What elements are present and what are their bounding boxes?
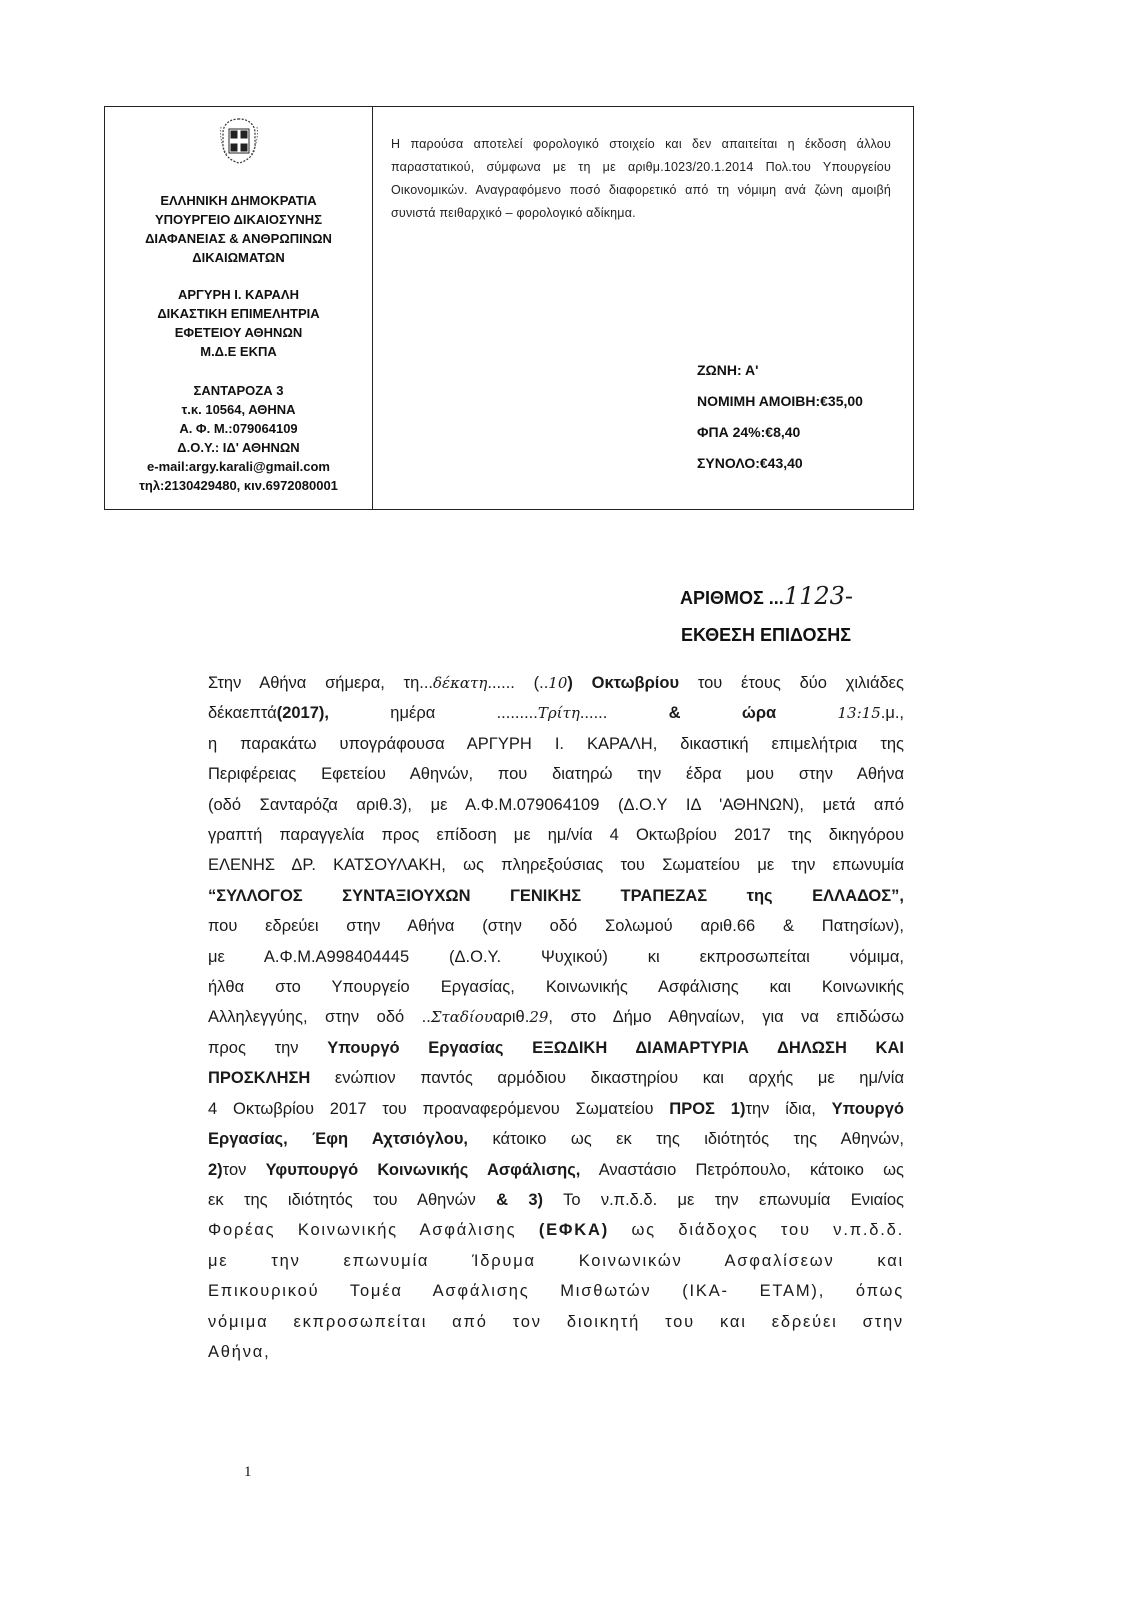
text-fragment: Αλληλεγγύης, στην οδό ..	[208, 1008, 431, 1027]
notice-column	[373, 107, 913, 509]
report-title: ΕΚΘΕΣΗ ΕΠΙΔΟΣΗΣ	[681, 625, 852, 645]
handwritten-day-number: 10	[548, 674, 568, 692]
text-fragment: 2)	[208, 1160, 223, 1179]
text-fragment: .μ.,	[880, 704, 905, 723]
text-fragment: ΠΡΟΣΚΛΗΣΗ	[208, 1069, 311, 1088]
address-line: Α. Φ. Μ.:079064109	[179, 421, 298, 436]
report-number	[680, 582, 853, 610]
officer-line: ΔΙΚΑΣΤΙΚΗ ΕΠΙΜΕΛΗΤΡΙΑ	[157, 306, 320, 321]
officer-block	[105, 285, 372, 361]
organization-block	[105, 191, 372, 267]
tax-notice: Η παρούσα αποτελεί φορολογικό στοιχείο και δεν απαιτείται η έκδοση άλλου παραστατικού, σύμφωνα με τη με αριθμ.1023/20.1.2014 Πολ.του Υπουργείου Οικονομικών. Αναγραφόμενο ποσό διαφορετικό από τη νόμιμη ανά ζώνη αμοιβή συνιστά πειθαρχικό – φορολογικό αδίκημα.	[391, 137, 891, 220]
org-line: ΥΠΟΥΡΓΕΙΟ ΔΙΚΑΙΟΣΥΝΗΣ	[155, 212, 322, 227]
body-line: ΕΛΕΝΗΣ ΔΡ. ΚΑΤΣΟΥΛΑΚΗ, ως πληρεξούσιας του Σωματείου με την επωνυμία	[208, 856, 904, 875]
issuer-column	[105, 107, 373, 509]
text-fragment: Υφυπουργό Κοινωνικής Ασφάλισης,	[265, 1160, 581, 1179]
text-fragment: Φορέας Κοινωνικής Ασφάλισης	[208, 1221, 517, 1240]
page-number: 1	[244, 1464, 252, 1480]
text-fragment: τον	[222, 1160, 247, 1179]
text-fragment: Στην Αθήνα σήμερα, τη...	[208, 674, 434, 692]
report-number-label: ΑΡΙΘΜΟΣ ...	[680, 588, 784, 608]
text-fragment: .........	[496, 704, 538, 723]
text-fragment: την ίδια,	[745, 1099, 816, 1118]
legal-fee: ΝΟΜΙΜΗ ΑΜΟΙΒΗ:€35,00	[697, 393, 863, 409]
header-box	[104, 106, 914, 510]
text-fragment: Υπουργό Εργασίας ΕΞΩΔΙΚΗ ΔΙΑΜΑΡΤΥΡΙΑ ΔΗΛΩΣΗ ΚΑΙ	[327, 1038, 904, 1057]
text-fragment: Υπουργό	[831, 1099, 904, 1118]
handwritten-report-number: 1123-	[783, 582, 853, 610]
officer-line: ΕΦΕΤΕΙΟΥ ΑΘΗΝΩΝ	[174, 325, 303, 340]
body-line: με Α.Φ.Μ.Α998404445 (Δ.Ο.Υ. Ψυχικού) κι εκπροσωπείται νόμιμα,	[208, 947, 904, 966]
text-fragment: κάτοικο ως εκ της ιδιότητός της Αθηνών,	[492, 1130, 904, 1149]
body-line: Αθήνα,	[208, 1342, 271, 1361]
text-fragment: ως διάδοχος του ν.π.δ.δ.	[631, 1221, 905, 1240]
body-line: “ΣΥΛΛΟΓΟΣ ΣΥΝΤΑΞΙΟΥΧΩΝ ΓΕΝΙΚΗΣ ΤΡΑΠΕΖΑΣ της ΕΛΛΑΔΟΣ”,	[208, 886, 904, 905]
text-fragment: 4 Οκτωβρίου 2017 του προαναφερόμενου Σωματείου	[208, 1099, 654, 1118]
officer-line: Μ.Δ.Ε ΕΚΠΑ	[200, 344, 277, 359]
handwritten-day: δέκατη	[433, 674, 488, 692]
body-line	[208, 1033, 904, 1063]
body-line	[208, 1124, 904, 1154]
handwritten-weekday: Τρίτη	[537, 704, 580, 723]
zone-label: ΖΩΝΗ: Α'	[697, 362, 759, 378]
text-fragment: Το ν.π.δ.δ. με την επωνυμία Ενιαίος	[563, 1190, 904, 1209]
body-line: γραπτή παραγγελία προς επίδοση με ημ/νία 4 Οκτωβρίου 2017 της δικηγόρου	[208, 826, 904, 845]
text-fragment: , στο Δήμο Αθηναίων, για να επιδώσω	[548, 1008, 904, 1027]
body-line: νόμιμα εκπροσωπείται από τον διοικητή του και εδρεύει στην	[208, 1312, 904, 1331]
body-line: Περιφέρειας Εφετείου Αθηνών, που διατηρώ την έδρα μου στην Αθήνα	[208, 765, 904, 784]
body-line	[208, 1185, 904, 1215]
body-line	[208, 1002, 904, 1032]
text-fragment: Αναστάσιο Πετρόπουλο, κάτοικο ως	[598, 1160, 904, 1179]
org-line: ΔΙΑΦΑΝΕΙΑΣ & ΑΝΘΡΩΠΙΝΩΝ	[145, 231, 332, 246]
body-line	[208, 1215, 904, 1245]
text-fragment: Εργασίας, Έφη Αχτσιόγλου,	[208, 1130, 469, 1149]
body-line: Επικουρικού Τομέα Ασφάλισης Μισθωτών (ΙΚΑ- ΕΤΑΜ), όπως	[208, 1282, 904, 1301]
address-line: τ.κ. 10564, ΑΘΗΝΑ	[181, 402, 296, 417]
body-line: η παρακάτω υπογράφουσα ΑΡΓΥΡΗ Ι. ΚΑΡΑΛΗ, δικαστική επιμελήτρια της	[208, 734, 904, 753]
text-fragment: (ΕΦΚΑ)	[538, 1221, 609, 1240]
handwritten-time: 13:15	[837, 704, 881, 723]
address-line: ΣΑΝΤΑΡΟΖΑ 3	[193, 383, 284, 398]
address-block	[105, 381, 372, 495]
org-line: ΔΙΚΑΙΩΜΑΤΩΝ	[192, 250, 285, 265]
officer-line: ΑΡΓΥΡΗ Ι. ΚΑΡΑΛΗ	[178, 287, 299, 302]
body-line: με την επωνυμία Ίδρυμα Κοινωνικών Ασφαλίσεων και	[208, 1251, 904, 1270]
text-fragment: ενώπιον παντός αρμόδιου δικαστηρίου και αρχής με ημ/νία	[334, 1069, 904, 1088]
body-line	[208, 668, 904, 698]
text-fragment: δέκαεπτά	[208, 704, 277, 723]
text-fragment: του έτους δύο χιλιάδες	[697, 674, 904, 692]
text-fragment: ...... (..	[487, 674, 549, 692]
report-body	[208, 668, 904, 1367]
handwritten-street-number: 29	[529, 1008, 549, 1027]
body-line	[208, 1063, 904, 1093]
org-line: ΕΛΛΗΝΙΚΗ ΔΗΜΟΚΡΑΤΙΑ	[160, 193, 317, 208]
text-fragment: & 3)	[496, 1190, 544, 1209]
body-line	[208, 1094, 904, 1124]
text-fragment: αριθ.	[492, 1008, 530, 1027]
text-fragment: ημέρα	[390, 704, 436, 723]
vat-amount: ΦΠΑ 24%:€8,40	[697, 424, 801, 440]
email-line: e-mail:argy.karali@gmail.com	[147, 459, 330, 474]
body-line	[208, 698, 904, 728]
fee-block	[697, 355, 863, 479]
text-fragment: &	[668, 704, 681, 723]
text-fragment: ώρα	[741, 704, 777, 723]
text-fragment: ......	[579, 704, 608, 723]
body-line: (οδό Σανταρόζα αριθ.3), με Α.Φ.Μ.079064109 (Δ.Ο.Υ ΙΔ 'ΑΘΗΝΩΝ), μετά από	[208, 795, 904, 814]
address-line: Δ.Ο.Υ.: ΙΔ' ΑΘΗΝΩΝ	[177, 440, 300, 455]
body-line	[208, 1155, 904, 1185]
phone-line: τηλ:2130429480, κιν.6972080001	[139, 478, 338, 493]
handwritten-street: Σταδίου	[430, 1008, 493, 1027]
text-fragment: )	[567, 674, 573, 692]
month-text: Οκτωβρίου	[591, 674, 680, 692]
text-fragment: εκ της ιδιότητός του Αθηνών	[208, 1190, 476, 1209]
year-text: (2017),	[276, 704, 329, 723]
body-line: που εδρεύει στην Αθήνα (στην οδό Σολωμού αριθ.66 & Πατησίων),	[208, 917, 904, 936]
text-fragment: προς την	[208, 1038, 299, 1057]
body-line: ήλθα στο Υπουργείο Εργασίας, Κοινωνικής Ασφάλισης και Κοινωνικής	[208, 978, 904, 997]
total-amount: ΣΥΝΟΛΟ:€43,40	[697, 455, 803, 471]
text-fragment: ΠΡΟΣ 1)	[669, 1099, 746, 1118]
greek-coat-of-arms-icon	[217, 115, 261, 167]
